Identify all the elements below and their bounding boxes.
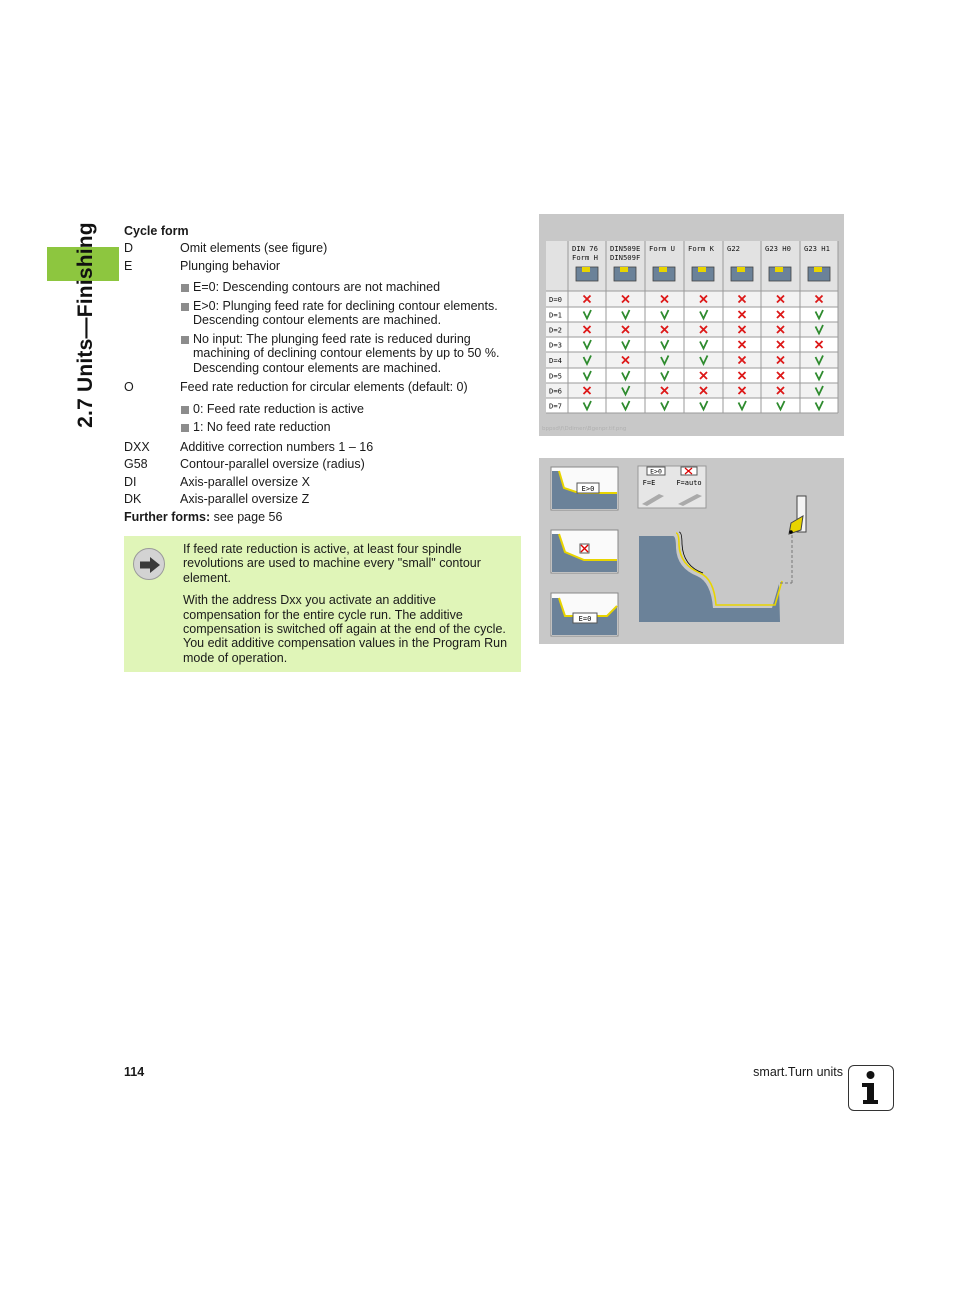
column-header: DIN509F: [610, 253, 641, 262]
undercut-highlight: [698, 267, 706, 272]
footer-chapter: smart.Turn units: [753, 1065, 843, 1079]
thumb-e-not-machined: [551, 530, 618, 573]
contour-workpiece: [639, 532, 792, 622]
feed-reduction-options: [124, 402, 524, 435]
table-row-bg: [546, 322, 838, 337]
undercut-highlight: [775, 267, 783, 272]
tool-icon: [789, 496, 806, 534]
param-row: O Feed rate reduction for circular elements (default: 0): [124, 380, 468, 394]
column-header: G23 H0: [765, 244, 791, 253]
param-row: D Omit elements (see figure): [124, 241, 328, 255]
sub-item: E=0: Descending contours are not machined: [181, 280, 524, 295]
plunging-behavior-figure: [539, 458, 844, 644]
plunging-options: [124, 280, 524, 375]
figure-caption: bppsd\f\Ddimen\Bgenpr.tif.png: [542, 426, 627, 432]
row-label: D=5: [549, 371, 562, 381]
undercut-table-graphic: [539, 214, 844, 436]
note-box: [124, 536, 521, 672]
row-label: D=0: [549, 295, 562, 304]
column-header: Form K: [688, 244, 714, 253]
table-row-bg: [546, 383, 838, 398]
param-row: DI Axis-parallel oversize X: [124, 474, 310, 489]
param-row: DXX Additive correction numbers 1 – 16: [124, 439, 374, 454]
table-row-bg: [546, 291, 838, 307]
thumb-e-zero: [551, 593, 618, 636]
sub-item: E>0: Plunging feed rate for declining contour elements. Descending contour elements are machined.: [181, 299, 524, 328]
svg-text:F=E: F=E: [642, 479, 656, 487]
column-header: G23 H1: [804, 244, 830, 253]
further-forms-line: Further forms: see page 56: [124, 509, 283, 524]
bullet-square-icon: [181, 424, 189, 432]
column-header: Form H: [572, 253, 598, 262]
page-number: 114: [124, 1065, 145, 1079]
sub-item: No input: The plunging feed rate is reduced during machining of declining contour elements by up to 50 %. Descending contour elements are machined.: [181, 332, 524, 376]
row-label: D=4: [549, 356, 562, 365]
bullet-square-icon: [181, 284, 189, 292]
row-label: D=6: [549, 386, 562, 396]
row-label: D=2: [549, 325, 562, 335]
parameter-list: [124, 223, 524, 526]
sub-item: 1: No feed rate reduction: [181, 420, 524, 435]
svg-text:E=0: E=0: [578, 615, 592, 623]
row-label: D=7: [549, 401, 562, 411]
arrow-right-icon: [133, 548, 165, 580]
undercut-highlight: [659, 267, 667, 272]
bullet-square-icon: [181, 303, 189, 311]
column-header: DIN509E: [610, 244, 641, 253]
param-row: DK Axis-parallel oversize Z: [124, 492, 310, 506]
undercut-highlight: [620, 267, 628, 272]
sub-item: 0: Feed rate reduction is active: [181, 402, 524, 417]
column-header: Form U: [649, 244, 675, 253]
feed-option-panel: [638, 466, 706, 508]
param-row: G58 Contour-parallel oversize (radius): [124, 457, 365, 471]
note-text: If feed rate reduction is active, at least four spindle revolutions are used to machine every "small" contour element. With the address Dxx you activate an additive compensation for the entire cycle run. The additive compensation is switched off again at the end of the cycle. You edit additive compensation values in the Program Run mode of operation.: [183, 542, 508, 665]
undercut-omission-figure: [539, 214, 844, 436]
column-header: DIN 76: [572, 244, 598, 253]
info-icon: [848, 1065, 894, 1111]
cycle-form-heading: Cycle form: [124, 224, 189, 238]
undercut-highlight: [814, 267, 822, 272]
column-header: G22: [727, 244, 740, 253]
row-label: D=1: [549, 310, 562, 320]
svg-text:E>0: E>0: [650, 467, 662, 476]
svg-text:E>0: E>0: [581, 485, 595, 493]
section-title-vertical: 2.7 Units—Finishing: [74, 222, 97, 428]
undercut-highlight: [737, 267, 745, 272]
param-row: E Plunging behavior: [124, 258, 281, 273]
bullet-square-icon: [181, 336, 189, 344]
svg-text:F=auto: F=auto: [676, 479, 702, 487]
thumb-e-greater: [551, 467, 618, 510]
undercut-highlight: [582, 267, 590, 272]
row-label: D=3: [549, 340, 562, 350]
plunging-diagram: [539, 458, 844, 644]
bullet-square-icon: [181, 406, 189, 414]
